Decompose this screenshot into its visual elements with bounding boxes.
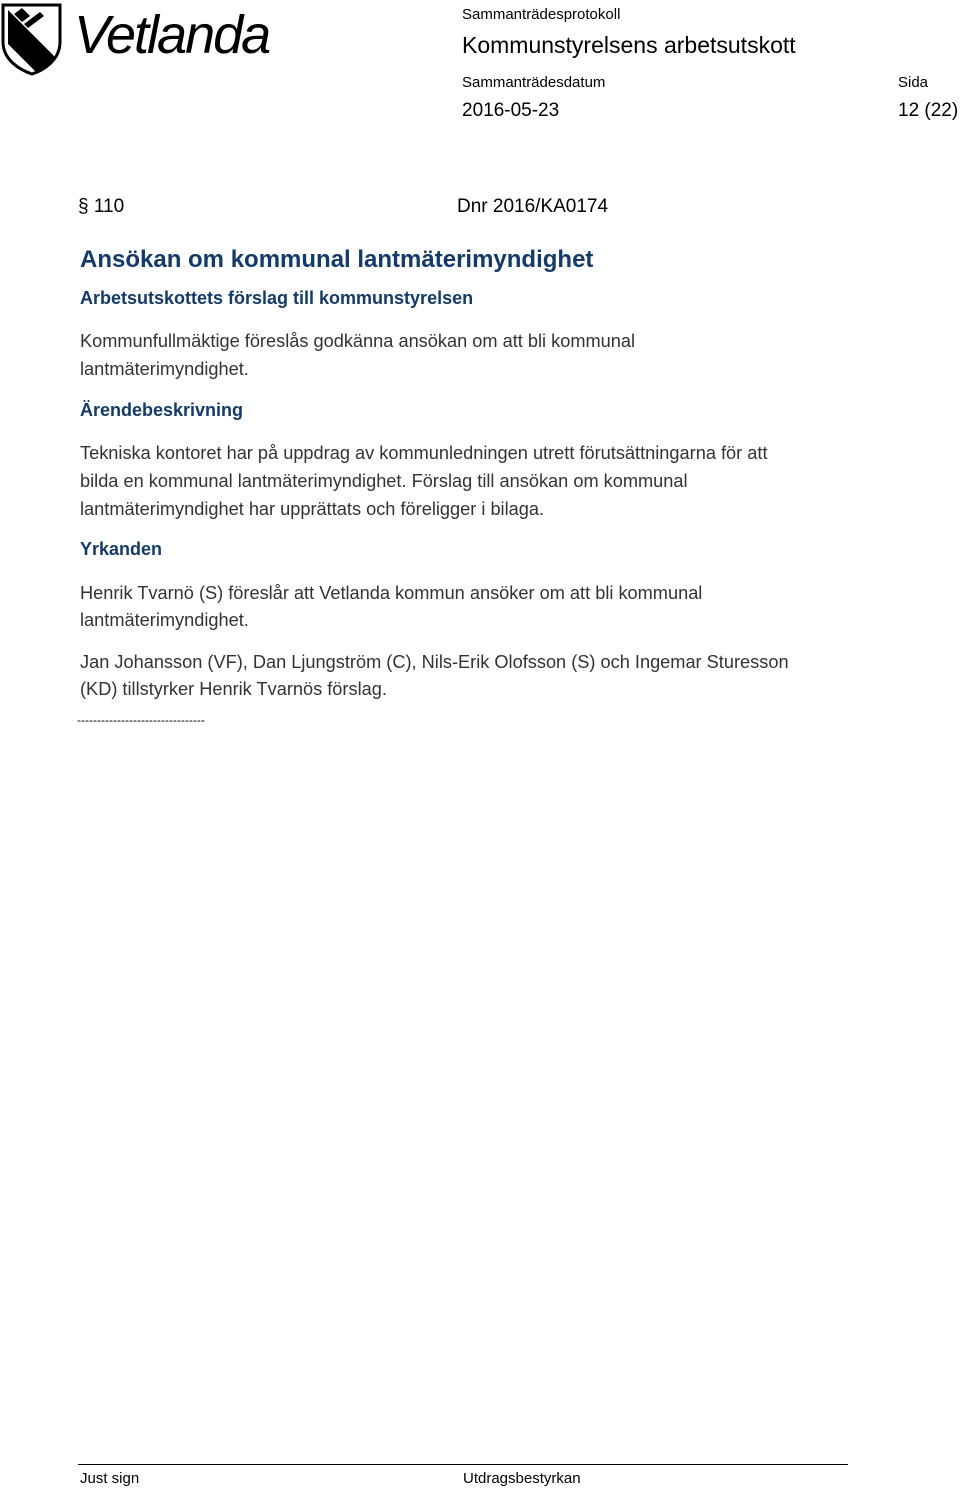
description-heading: Ärendebeskrivning [80, 400, 244, 420]
motion-2-line-1: Jan Johansson (VF), Dan Ljungström (C), Nils-Erik Olofsson (S) och Ingemar Sturesson [80, 652, 789, 672]
date-label: Sammanträdesdatum [462, 74, 606, 91]
page-label: Sida [898, 74, 929, 91]
motion-2-line-2: (KD) tillstyrker Henrik Tvarnös förslag. [80, 679, 387, 699]
proposal-text-line-2: lantmäterimyndighet. [80, 359, 249, 379]
footer-sign-label: Just sign [80, 1470, 140, 1487]
description-line-2: bilda en kommunal lantmäterimyndighet. Förslag till ansökan om kommunal [80, 471, 688, 491]
municipality-logo [0, 2, 290, 74]
proposal-heading: Arbetsutskottets förslag till kommunstyrelsen [80, 288, 474, 308]
coat-of-arms-icon [0, 2, 66, 76]
footer-extract-label: Utdragsbestyrkan [463, 1470, 581, 1487]
committee-name: Kommunstyrelsens arbetsutskott [462, 32, 796, 58]
section-separator: -------------------------------- [77, 713, 205, 727]
item-title: Ansökan om kommunal lantmäterimyndighet [80, 246, 594, 273]
meeting-date: 2016-05-23 [462, 100, 560, 121]
motion-1-line-1: Henrik Tvarnö (S) föreslår att Vetlanda kommun ansöker om att bli kommunal [80, 583, 703, 603]
motion-1-line-2: lantmäterimyndighet. [80, 610, 249, 630]
description-line-1: Tekniska kontoret har på uppdrag av kommunledningen utrett förutsättningarna för att [80, 443, 768, 463]
description-line-3: lantmäterimyndighet har upprättats och föreligger i bilaga. [80, 499, 545, 519]
doc-type: Sammanträdesprotokoll [462, 6, 621, 23]
paragraph-number: § 110 [78, 196, 125, 217]
diary-number: Dnr 2016/KA0174 [457, 196, 609, 217]
logo-wordmark: Vetlanda [74, 5, 270, 65]
motions-heading: Yrkanden [80, 539, 163, 559]
proposal-text-line-1: Kommunfullmäktige föreslås godkänna ansökan om att bli kommunal [80, 331, 636, 351]
footer-divider [78, 1464, 848, 1465]
page-number: 12 (22) [898, 100, 959, 121]
